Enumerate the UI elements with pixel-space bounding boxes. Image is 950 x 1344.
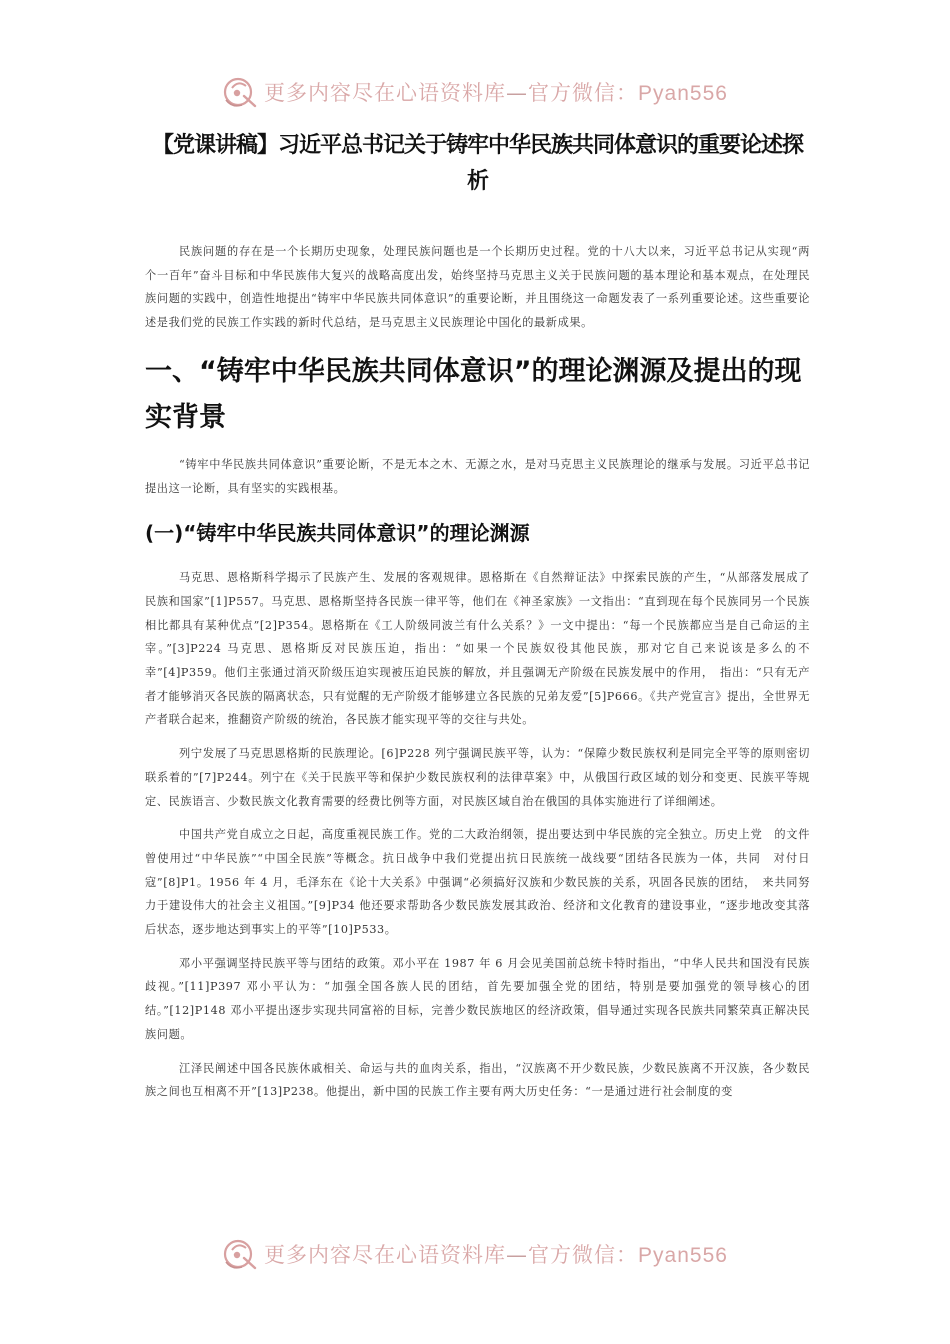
watermark-text: 更多内容尽在心语资料库 (264, 81, 507, 105)
watermark-separator: — (506, 81, 529, 105)
paragraph-cpc-mao: 中国共产党自成立之日起，高度重视民族工作。党的二大政治纲领，提出要达到中华民族的完全独立。历史上党 的文件曾使用过“中华民族”“中国全民族”等概念。抗日战争中我们党提出抗日民族统一战线要“团结各民族为一体，共同 对付日寇”[8]P1。1956 年 4 月，毛泽东在《论十大关系》中强调“必须搞好汉族和少数民族的关系，巩固各民族的团结， 来共同努力于建设伟大的社会主义祖国。”[9]P34 他还要求帮助各少数民族发展其政治、经济和文化教育的建设事业，“逐步地改变其落后状态，逐步地达到事实上的平等”[10]P533。 (145, 828, 810, 937)
watermark-header (0, 74, 950, 110)
paragraph-deng: 邓小平强调坚持民族平等与团结的政策。邓小平在 1987 年 6 月会见美国前总统卡特时指出，“中华人民共和国没有民族歧视。”[11]P397 邓小平认为：“加强全国各族人民的团结，首先要加强全党的团结，特别是要加强党的领导核心的团结。”[12]P148 邓小平提出逐步实现共同富裕的目标，完善少数民族地区的经济政策，倡导通过实现各民族共同繁荣真正解决民族问题。 (145, 956, 810, 1041)
library-logo-icon (222, 1236, 258, 1272)
watermark-id: Pyan556 (638, 1244, 728, 1267)
paragraph-marx-engels: 马克思、恩格斯科学揭示了民族产生、发展的客观规律。恩格斯在《自然辩证法》中探索民族的产生，“从部落发展成了民族和国家”[1]P557。马克思、恩格斯坚持各民族一律平等，他们在《神圣家族》一文指出：“直到现在每个民族同另一个民族相比都具有某种优点”[2]P354。恩格斯在《工人阶级同波兰有什么关系？》一文中提出：“每一个民族都应当是自己命运的主宰。”[3]P224 马克思、恩格斯反对民族压迫，指出：“如果一个民族奴役其他民族，那对它自己来说该是多么的不幸”[4]P359。他们主张通过消灭阶级压迫实现被压迫民族的解放，并且强调无产阶级在民族发展中的作用， 指出：“只有无产者才能够消灭各民族的隔离状态，只有觉醒的无产阶级才能够建立各民族的兄弟友爱”[5]P666。《共产党宣言》提出，全世界无产者联合起来，推翻资产阶级的统治，各民族才能实现平等的交往与共处。 (145, 571, 810, 727)
paragraph-lenin: 列宁发展了马克思恩格斯的民族理论。[6]P228 列宁强调民族平等，认为：“保障少数民族权利是同完全平等的原则密切联系着的”[7]P244。列宁在《关于民族平等和保护少数民族权利的法律草案》中，从俄国行政区域的划分和变更、民族平等规定、民族语言、少数民族文化教育需要的经费比例等方面，对民族区域自治在俄国的具体实施进行了详细阐述。 (145, 747, 810, 808)
watermark-id: Pyan556 (638, 82, 728, 105)
subsection-1-heading: (一)“铸牢中华民族共同体意识”的理论渊源 (145, 521, 530, 546)
section-1-heading: 一、“铸牢中华民族共同体意识”的理论渊源及提出的现实背景 (145, 355, 802, 433)
watermark-footer (0, 1236, 950, 1272)
document-title: 【党课讲稿】习近平总书记关于铸牢中华民族共同体意识的重要论述探析 (151, 133, 803, 194)
paragraph-jiang: 江泽民阐述中国各民族休戚相关、命运与共的血肉关系，指出，“汉族离不开少数民族，少数民族离不开汉族，各少数民族之间也互相离不开”[13]P238。他提出，新中国的民族工作主要有两大历史任务：“一是通过进行社会制度的变 (145, 1061, 810, 1099)
intro-paragraph: 民族问题的存在是一个长期历史现象，处理民族问题也是一个长期历史过程。党的十八大以来，习近平总书记从实现“两个一百年”奋斗目标和中华民族伟大复兴的战略高度出发，始终坚持马克思主义关于民族问题的基本理论和基本观点，在处理民族问题的实践中，创造性地提出“铸牢中华民族共同体意识”的重要论断，并且围绕这一命题发表了一系列重要论述。这些重要论述是我们党的民族工作实践的新时代总结，是马克思主义民族理论中国化的最新成果。 (145, 245, 810, 330)
watermark-text: 更多内容尽在心语资料库 (264, 1243, 507, 1267)
section-1-intro: “铸牢中华民族共同体意识”重要论断，不是无本之木、无源之水，是对马克思主义民族理论的继承与发展。习近平总书记提出这一论断，具有坚实的实践根基。 (145, 457, 810, 495)
watermark-contact: 官方微信： (528, 1243, 639, 1267)
library-logo-icon (222, 74, 258, 110)
watermark-contact: 官方微信： (528, 81, 639, 105)
document-body (145, 128, 810, 1104)
watermark-separator: — (506, 1243, 529, 1267)
